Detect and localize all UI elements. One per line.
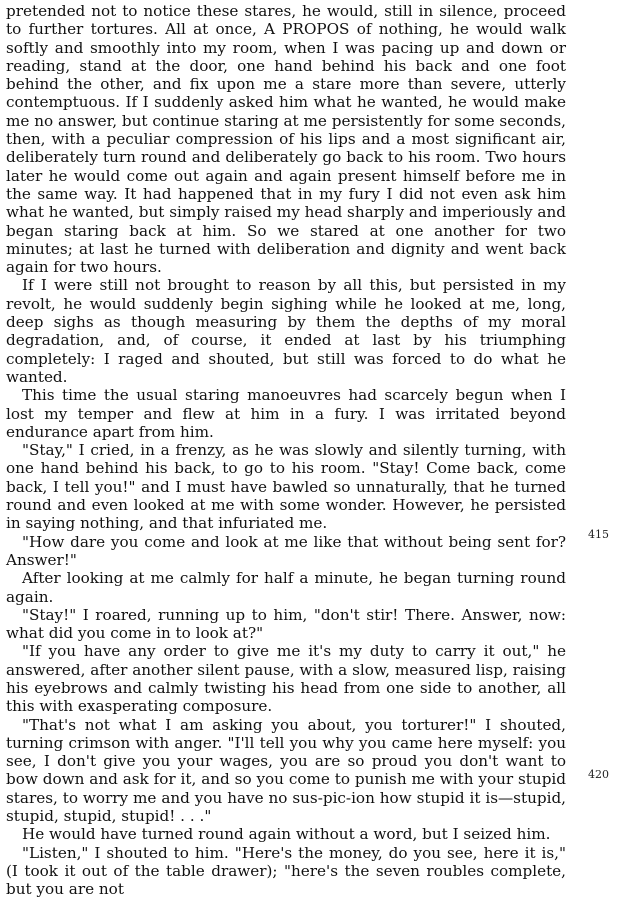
paragraph: "Listen," I shouted to him. "Here's the money, do you see, here it is," (I took it out of the table drawer); "here's the seven roubles complete, but you are not: [6, 843, 566, 899]
paragraph: If I were still not brought to reason by all this, but persisted in my revolt, he would suddenly begin sighing while he looked at me, long, deep sighs as though measuring by them the depths of my moral degradation, and, of course, it ended at last by his triumphing completely: I raged and shouted, but still was forced to do what he wanted.: [6, 276, 566, 386]
paragraph: He would have turned round again without a word, but I seized him.: [22, 825, 551, 844]
body-text: [6, 2, 566, 899]
paragraph: After looking at me calmly for half a minute, he began turning round again.: [6, 569, 566, 606]
paragraph: This time the usual staring manoeuvres had scarcely begun when I lost my temper and flew at him in a fury. I was irritated beyond endurance apart from him.: [6, 386, 566, 441]
paragraph: "Stay," I cried, in a frenzy, as he was slowly and silently turning, with one hand behind his back, to go to his room. "Stay! Come back, come back, I tell you!" and I must have bawled so unnaturally, that he turned round and even looked at me with some wonder. However, he persisted in saying nothing, and that infuriated me.: [6, 441, 566, 533]
line-number-420: 420: [588, 768, 609, 781]
paragraph: "If you have any order to give me it's my duty to carry it out," he answered, after another silent pause, with a slow, measured lisp, raising his eyebrows and calmly twisting his head from one side to another, all this with exasperating composure.: [6, 642, 566, 716]
line-number-415: 415: [588, 528, 609, 541]
paragraph: "That's not what I am asking you about, you torturer!" I shouted, turning crimson with anger. "I'll tell you why you came here myself: you see, I don't give you your wages, you are so proud you don't want to bow down and ask for it, and so you come to punish me with your stupid stares, to worry me and you have no sus-pic-ion how stupid it is—stupid, stupid, stupid, stupid! . . .": [6, 715, 566, 826]
paragraph: "Stay!" I roared, running up to him, "don't stir! There. Answer, now: what did you come in to look at?": [6, 605, 566, 643]
paragraph: "How dare you come and look at me like that without being sent for? Answer!": [6, 532, 566, 569]
paragraph: pretended not to notice these stares, he would, still in silence, proceed to further tortures. All at once, A PROPOS of nothing, he would walk softly and smoothly into my room, when I was pacing up and down or reading, stand at the door, one hand behind his back and one foot behind the other, and fix upon me a stare more than severe, utterly contemptuous. If I suddenly asked him what he wanted, he would make me no answer, but continue staring at me persistently for some seconds, then, with a peculiar compression of his lips and a most significant air, deliberately turn round and deliberately go back to his room. Two hours later he would come out again and again present himself before me in the same way. It had happened that in my fury I did not even ask him what he wanted, but simply raised my head sharply and imperiously and began staring back at him. So we stared at one another for two minutes; at last he turned with deliberation and dignity and went back again for two hours.: [6, 2, 566, 277]
